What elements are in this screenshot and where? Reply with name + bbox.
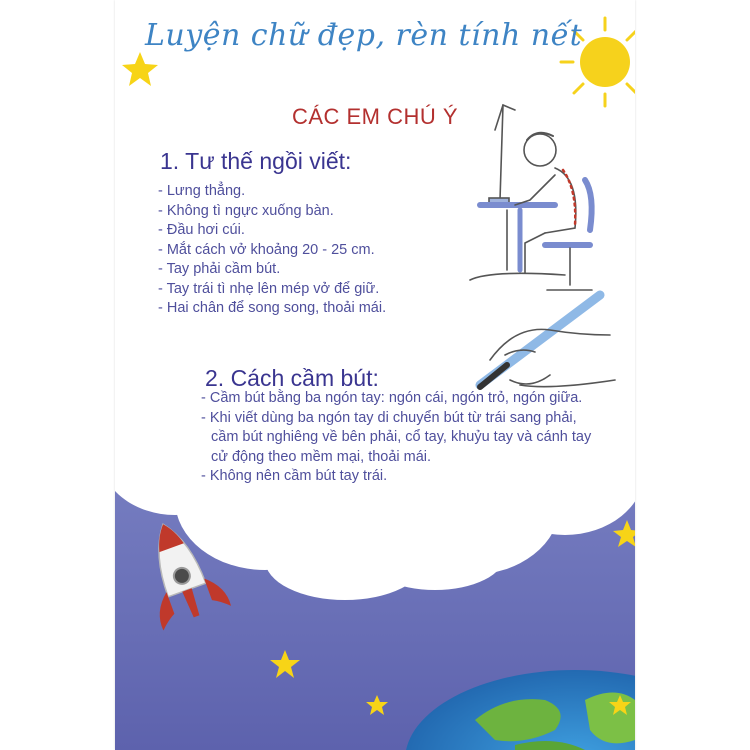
list-item: - Tay phải cầm bút.	[158, 261, 281, 277]
worksheet-page	[115, 0, 635, 750]
list-item: - Tay trái tì nhẹ lên mép vở để giữ.	[158, 280, 380, 297]
list-item: - Lưng thẳng.	[158, 183, 246, 199]
section-1-title: 1. Tư thế ngồi viết:	[160, 148, 352, 174]
list-item: - Khi viết dùng ba ngón tay di chuyển bút từ trái sang phải, cầm bút nghiêng về bên phải, cổ tay, khuỷu tay và cánh tay cử động theo mềm mại, thoải mái.	[201, 409, 592, 465]
section-1-list	[158, 182, 386, 319]
page-title: Luyện chữ đẹp, rèn tính nết	[145, 18, 583, 53]
section-2-title: 2. Cách cầm bút:	[205, 365, 379, 391]
list-item: - Không tì ngực xuống bàn.	[158, 202, 334, 219]
section-2-list	[201, 389, 601, 487]
list-item: - Hai chân để song song, thoải mái.	[158, 300, 387, 316]
list-item: - Mắt cách vở khoảng 20 - 25 cm.	[158, 241, 375, 258]
list-item: - Không nên cầm bút tay trái.	[201, 468, 388, 484]
list-item: - Đầu hơi cúi.	[158, 222, 245, 238]
list-item: - Cầm bút bằng ba ngón tay: ngón cái, ngón trỏ, ngón giữa.	[201, 390, 583, 406]
notice-heading: CÁC EM CHÚ Ý	[291, 104, 459, 129]
